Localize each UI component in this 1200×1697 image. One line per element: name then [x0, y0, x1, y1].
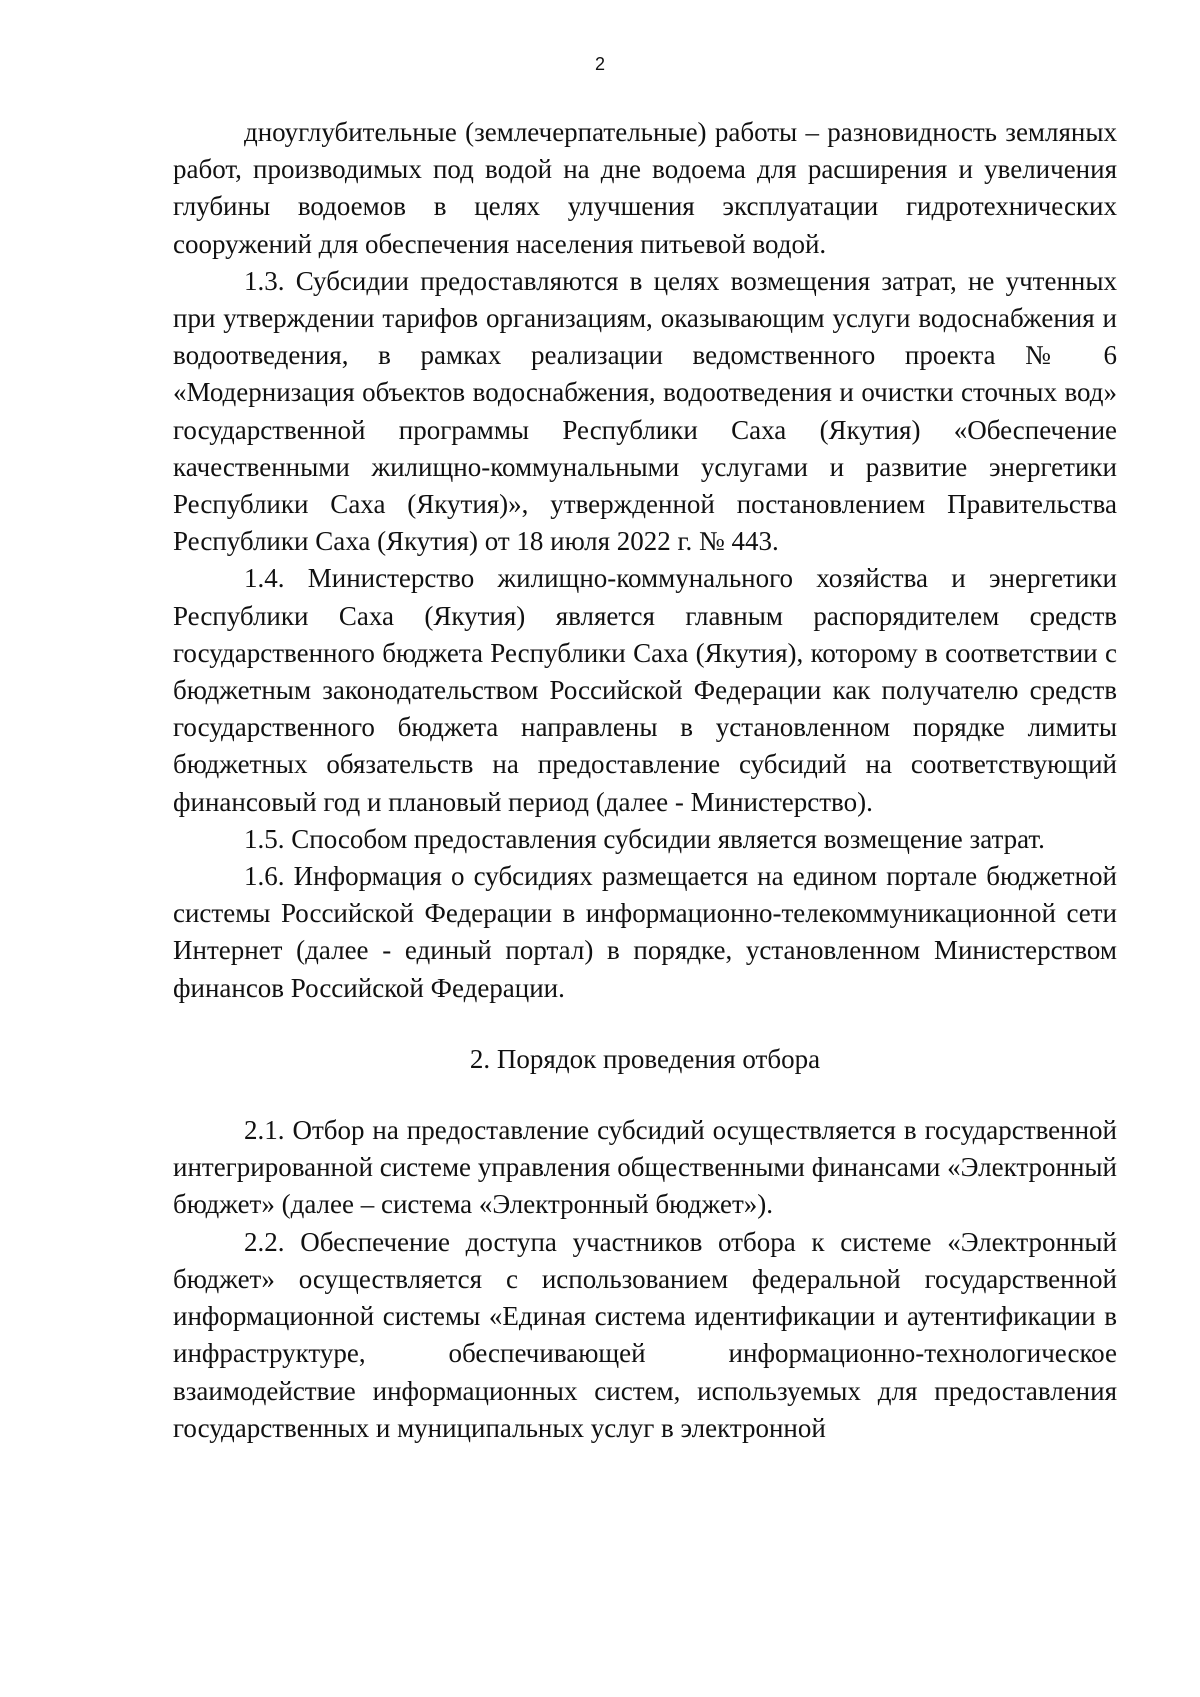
- paragraph-2-2: 2.2. Обеспечение доступа участников отбора к системе «Электронный бюджет» осуществляется с использованием федеральной государственной информационной системы «Единая система идентификации и аутентификации в инфраструктуре, обеспечивающей информационно-технологическое взаимодействие информационных систем, используемых для предоставления государственных и муниципальных услуг в электронной: [173, 1226, 1117, 1443]
- section-heading-2: 2. Порядок проведения отбора: [469, 1043, 821, 1074]
- paragraph-2-1: 2.1. Отбор на предоставление субсидий осуществляется в государственной интегрированной системе управления общественными финансами «Электронный бюджет» (далее – система «Электронный бюджет»).: [173, 1115, 1117, 1220]
- document-body: [173, 114, 1117, 1447]
- paragraph-1-6: 1.6. Информация о субсидиях размещается на едином портале бюджетной системы Российской Федерации в информационно-телекоммуникационной сети Интернет (далее - единый портал) в порядке, установленном Министерством финансов Российской Федерации.: [173, 861, 1117, 1003]
- paragraph-continuation: дноуглубительные (землечерпательные) работы – разновидность земляных работ, производимых под водой на дне водоема для расширения и увеличения глубины водоемов в целях улучшения эксплуатации гидротехнических сооружений для обеспечения населения питьевой водой.: [173, 117, 1117, 259]
- paragraph-1-4: 1.4. Министерство жилищно-коммунального хозяйства и энергетики Республики Саха (Якутия) является главным распорядителем средств государственного бюджета Республики Саха (Якутия), которому в соответствии с бюджетным законодательством Российской Федерации как получателю средств государственного бюджета направлены в установленном порядке лимиты бюджетных обязательств на предоставление субсидий на соответствующий финансовый год и плановый период (далее - Министерство).: [173, 563, 1117, 817]
- paragraph-1-3: 1.3. Субсидии предоставляются в целях возмещения затрат, не учтенных при утверждении тарифов организациям, оказывающим услуги водоснабжения и водоотведения, в рамках реализации ведомственного проекта № 6 «Модернизация объектов водоснабжения, водоотведения и очистки сточных вод» государственной программы Республики Саха (Якутия) «Обеспечение качественными жилищно-коммунальными услугами и развитие энергетики Республики Саха (Якутия)», утвержденной постановлением Правительства Республики Саха (Якутия) от 18 июля 2022 г. № 443.: [173, 265, 1117, 557]
- page-number: 2: [594, 54, 605, 74]
- paragraph-1-5: 1.5. Способом предоставления субсидии является возмещение затрат.: [244, 823, 1045, 854]
